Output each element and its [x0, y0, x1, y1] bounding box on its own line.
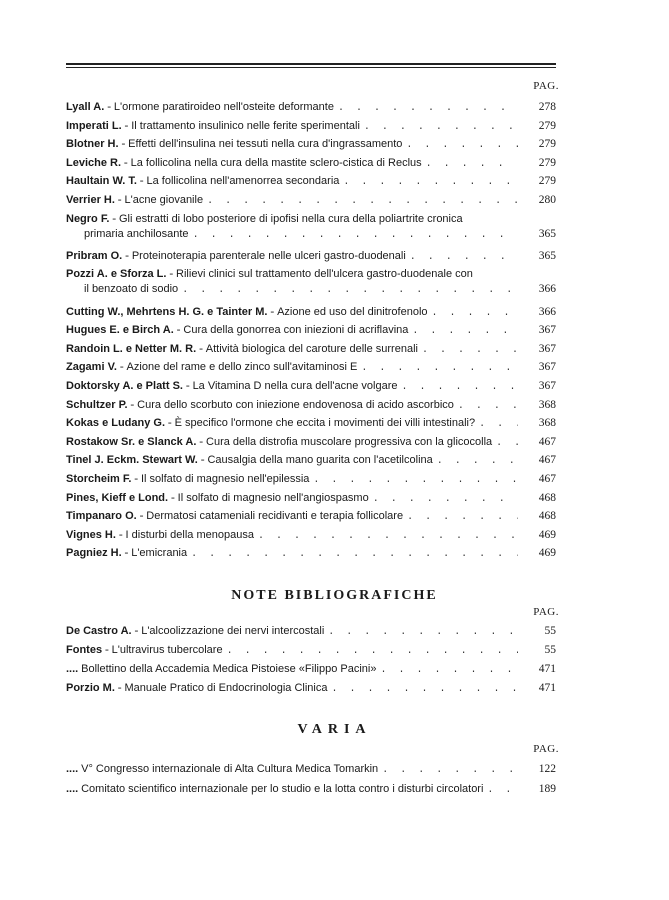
varia-entry — [66, 782, 556, 798]
entry-author: Kokas e Ludany G. — [66, 417, 166, 430]
entry-title: Manuale Pratico di Endocrinologia Clinica — [124, 682, 328, 694]
entry-author: Verrier H. — [66, 194, 115, 206]
entry-row — [66, 546, 556, 562]
leader-dots — [412, 324, 518, 339]
section-title-varia: VARIA — [297, 722, 372, 737]
index-entry — [66, 100, 556, 116]
leader-dots — [382, 763, 518, 778]
entry-row — [66, 662, 556, 678]
leader-dots — [373, 492, 518, 507]
entry-title: Proteinoterapia parenterale nelle ulceri gastro-duodenali — [131, 249, 406, 262]
entry-row — [66, 174, 556, 190]
entry-row — [66, 528, 556, 544]
entry-author: Pagniez H. — [66, 547, 122, 560]
entry-page: 367 — [538, 380, 556, 392]
entry-author: Cutting W., Mehrtens H. G. e Tainter M. — [66, 305, 268, 318]
section-title-note: NOTE BIBLIOGRAFICHE — [231, 588, 438, 603]
entry-row — [66, 472, 556, 488]
leader-dots — [496, 436, 518, 451]
leader-dots — [227, 644, 518, 659]
leader-dots — [364, 120, 518, 135]
entry-title: Rilievi clinici sul trattamento dell'ulcera gastro-duodenale con — [176, 268, 473, 281]
entry-author: Imperati L. — [66, 119, 122, 132]
entry-text: De Castro A. - L'alcoolizzazione dei nervi intercostali — [66, 625, 325, 637]
entry-page: 468 — [538, 510, 556, 523]
leader-dots — [458, 399, 518, 414]
index-entry — [66, 453, 556, 469]
entry-page: 367 — [538, 361, 556, 374]
entry-page: 55 — [544, 625, 556, 637]
index-entry — [66, 416, 556, 432]
leader-dots — [432, 306, 518, 321]
entry-author: Timpanaro O. — [66, 510, 137, 523]
entry-author: Schultzer P. — [66, 398, 128, 411]
entry-page: 467 — [538, 435, 556, 448]
leader-dots — [410, 250, 518, 265]
entry-author: .... — [66, 663, 79, 675]
entry-title: Causalgia della mano guarita con l'acetilcolina — [207, 454, 433, 467]
entry-page: 467 — [538, 454, 556, 467]
entry-author: Randoin L. e Netter M. R. — [66, 342, 197, 355]
entry-page: 468 — [538, 491, 556, 504]
entry-page: 367 — [538, 342, 556, 355]
entry-text: Randoin L. e Netter M. R. - Attività biologica del caroture delle surrenali — [66, 342, 418, 355]
entry-title: L'alcoolizzazione dei nervi intercostali — [141, 625, 325, 637]
entry-text: Imperati L. - Il trattamento insulinico nelle ferite sperimentali — [66, 119, 360, 132]
entry-row — [66, 323, 556, 339]
entry-page: 122 — [538, 763, 556, 775]
entry-row — [66, 762, 556, 778]
entry-title-cont: il benzoato di sodio — [84, 283, 179, 296]
leader-dots — [401, 380, 518, 395]
entry-text: Timpanaro O. - Dermatosi catameniali recidivanti e terapia follicolare — [66, 510, 404, 523]
entry-author: Vignes H. — [66, 528, 116, 541]
entry-title: Il solfato di magnesio nell'epilessia — [141, 473, 310, 485]
index-entry — [66, 323, 556, 339]
entry-author: Lyall A. — [66, 101, 105, 113]
leader-dots — [406, 138, 518, 153]
entry-title: Cura della gonorrea con iniezioni di acriflavina — [183, 324, 409, 337]
entry-page: 471 — [538, 682, 556, 694]
varia-entry — [66, 762, 556, 778]
entry-title: Comitato scientifico internazionale per lo studio e la lotta contro i disturbi circolatori — [81, 783, 484, 795]
top-rule — [66, 63, 556, 68]
index-entry — [66, 435, 556, 451]
entry-title: L'ultravirus tubercolare — [111, 644, 223, 656]
entry-author: Porzio M. — [66, 682, 115, 694]
entry-row — [66, 416, 556, 432]
entry-author: De Castro A. — [66, 625, 132, 637]
leader-dots — [487, 783, 518, 798]
entry-row — [66, 137, 556, 153]
entry-row — [66, 435, 556, 451]
index-entry — [66, 193, 556, 209]
entry-text: Doktorsky A. e Platt S. - La Vitamina D nella cura dell'acne volgare — [66, 380, 398, 392]
entry-author: Blotner H. — [66, 138, 119, 151]
index-entry — [66, 546, 556, 562]
leader-dots — [328, 625, 518, 640]
entry-title: Il trattamento insulinico nelle ferite sperimentali — [131, 119, 360, 132]
entry-page: 469 — [538, 528, 556, 541]
entry-author: Zagami V. — [66, 361, 117, 374]
entry-author: Haultain W. T. — [66, 175, 137, 188]
index-entry — [66, 472, 556, 488]
entry-title: Azione del rame e dello zinco sull'avitaminosi E — [126, 361, 358, 374]
entry-page: 368 — [538, 417, 556, 430]
entry-text: Vignes H. - I disturbi della menopausa — [66, 528, 254, 541]
entry-author: Pribram O. — [66, 249, 123, 262]
entry-text: Storcheim F. - Il solfato di magnesio nell'epilessia — [66, 473, 310, 485]
entry-text: Schultzer P. - Cura dello scorbuto con iniezione endovenosa di acido ascorbico — [66, 398, 454, 411]
entry-title: Dermatosi catameniali recidivanti e terapia follicolare — [146, 510, 404, 523]
entry-author: Hugues E. e Birch A. — [66, 324, 174, 337]
pag-header-varia: PAG. — [533, 743, 559, 755]
entry-page: 366 — [538, 283, 556, 296]
entry-title: La Vitamina D nella cura dell'acne volgare — [192, 380, 398, 392]
leader-dots — [361, 361, 518, 376]
entry-row-cont — [66, 227, 556, 243]
index-entry — [66, 398, 556, 414]
entry-row — [66, 491, 556, 507]
leader-dots — [182, 283, 518, 298]
entry-row — [66, 782, 556, 798]
entry-row — [66, 267, 556, 282]
entry-title: Bollettino della Accademia Medica Pistoiese «Filippo Pacini» — [81, 663, 377, 675]
entry-text: Zagami V. - Azione del rame e dello zinco sull'avitaminosi E — [66, 361, 358, 374]
entry-text: Fontes - L'ultravirus tubercolare — [66, 644, 223, 656]
entry-row — [66, 305, 556, 321]
leader-dots — [380, 663, 518, 678]
index-entry — [66, 528, 556, 544]
index-entry — [66, 342, 556, 358]
entry-author: Pines, Kieff e Lond. — [66, 491, 169, 504]
entry-text: Rostakow Sr. e Slanck A. - Cura della distrofia muscolare progressiva con la glicocolla — [66, 435, 493, 448]
entry-text: Pozzi A. e Sforza L. - Rilievi clinici sul trattamento dell'ulcera gastro-duodenale con — [66, 268, 473, 281]
entry-row — [66, 681, 556, 697]
entry-title: È specifico l'ormone che eccita i movimenti dei villi intestinali? — [174, 417, 476, 430]
entry-page: 365 — [538, 249, 556, 262]
entry-page: 366 — [538, 305, 556, 318]
entry-row-cont — [66, 282, 556, 298]
entry-title: I disturbi della menopausa — [125, 528, 254, 541]
entry-page: 469 — [538, 547, 556, 560]
entry-page: 279 — [538, 175, 556, 188]
entry-title: Effetti dell'insulina nei tessuti nella cura d'ingrassamento — [128, 138, 403, 151]
entry-author: Tinel J. Eckm. Stewart W. — [66, 454, 198, 467]
entry-author: Doktorsky A. e Platt S. — [66, 380, 183, 392]
index-entry — [66, 360, 556, 376]
entry-row — [66, 100, 556, 116]
entry-title: Azione ed uso del dinitrofenolo — [277, 305, 428, 318]
entry-text: Haultain W. T. - La follicolina nell'amenorrea secondaria — [66, 175, 340, 188]
leader-dots — [332, 682, 519, 697]
entry-text: Blotner H. - Effetti dell'insulina nei tessuti nella cura d'ingrassamento — [66, 138, 403, 151]
leader-dots — [479, 417, 518, 432]
entry-page: 55 — [544, 644, 556, 656]
entry-text: Porzio M. - Manuale Pratico di Endocrinologia Clinica — [66, 682, 328, 694]
leader-dots — [191, 547, 518, 562]
leader-dots — [422, 343, 518, 358]
index-entry — [66, 119, 556, 135]
entry-title: Cura della distrofia muscolare progressiva con la glicocolla — [206, 435, 493, 448]
entry-row — [66, 156, 556, 172]
note-entry — [66, 662, 556, 678]
entry-title: L'ormone paratiroideo nell'osteite deformante — [113, 101, 334, 113]
index-entry — [66, 212, 556, 243]
pag-header-notes: PAG. — [533, 606, 559, 618]
index-entry — [66, 509, 556, 525]
index-entry — [66, 137, 556, 153]
entry-title: La follicolina nella cura della mastite sclero-cistica di Reclus — [130, 156, 422, 169]
entry-page: 279 — [538, 156, 556, 169]
entry-row — [66, 193, 556, 209]
entry-title: L'acne giovanile — [124, 194, 204, 206]
note-entry — [66, 643, 556, 659]
entry-author: Pozzi A. e Sforza L. — [66, 268, 167, 281]
entry-text: Verrier H. - L'acne giovanile — [66, 194, 204, 206]
entry-title: La follicolina nell'amenorrea secondaria — [146, 175, 340, 188]
entry-row — [66, 249, 556, 265]
entry-title: Gli estratti di lobo posteriore di ipofisi nella cura della poliartrite cronica — [119, 212, 463, 225]
leader-dots — [207, 194, 518, 209]
entry-page: 189 — [538, 783, 556, 795]
entry-page: 365 — [538, 227, 556, 240]
entry-text: Pines, Kieff e Lond. - Il solfato di magnesio nell'angiospasmo — [66, 491, 369, 504]
entry-title: Cura dello scorbuto con iniezione endovenosa di acido ascorbico — [137, 398, 454, 411]
entry-text: Cutting W., Mehrtens H. G. e Tainter M. - Azione ed uso del dinitrofenolo — [66, 305, 428, 318]
entry-text — [66, 762, 378, 777]
leader-dots — [426, 157, 518, 172]
entry-title: V° Congresso internazionale di Alta Cultura Medica Tomarkin — [81, 763, 379, 775]
leader-dots — [338, 101, 518, 116]
entry-author: Negro F. — [66, 212, 110, 225]
index-entry — [66, 249, 556, 265]
pag-header: PAG. — [533, 80, 559, 92]
entry-title: L'emicrania — [131, 547, 188, 560]
entry-author: Rostakow Sr. e Slanck A. — [66, 435, 197, 448]
entry-page: 467 — [538, 473, 556, 485]
entry-text: Pribram O. - Proteinoterapia parenterale nelle ulceri gastro-duodenali — [66, 249, 406, 262]
entry-page: 279 — [538, 119, 556, 132]
entry-page: 368 — [538, 398, 556, 411]
entry-page: 471 — [538, 663, 556, 675]
entry-row — [66, 643, 556, 659]
index-entry — [66, 267, 556, 298]
entry-text: Leviche R. - La follicolina nella cura della mastite sclero-cistica di Reclus — [66, 156, 422, 169]
entry-row — [66, 360, 556, 376]
entry-title: Il solfato di magnesio nell'angiospasmo — [177, 491, 369, 504]
index-entry — [66, 156, 556, 172]
index-entry — [66, 174, 556, 190]
entry-text: Negro F. - Gli estratti di lobo posteriore di ipofisi nella cura della poliartrite cronica — [66, 212, 463, 225]
entry-page: 278 — [538, 101, 556, 113]
leader-dots — [437, 454, 518, 469]
index-entry — [66, 379, 556, 395]
note-entry — [66, 624, 556, 640]
entry-title: Attività biologica del caroture delle surrenali — [205, 342, 418, 355]
index-entry — [66, 491, 556, 507]
entry-row — [66, 398, 556, 414]
entry-row — [66, 212, 556, 227]
leader-dots — [407, 510, 518, 525]
entry-text: Hugues E. e Birch A. - Cura della gonorrea con iniezioni di acriflavina — [66, 324, 409, 337]
entry-author: .... — [66, 763, 79, 775]
entry-text: Kokas e Ludany G. - È specifico l'ormone che eccita i movimenti dei villi intestinali? — [66, 417, 476, 430]
leader-dots — [193, 228, 518, 243]
entry-page: 367 — [538, 324, 556, 337]
entry-row — [66, 453, 556, 469]
entry-text: Lyall A. - L'ormone paratiroideo nell'osteite deformante — [66, 101, 334, 113]
entry-row — [66, 379, 556, 395]
entry-text: Tinel J. Eckm. Stewart W. - Causalgia della mano guarita con l'acetilcolina — [66, 454, 433, 467]
entry-author: .... — [66, 783, 79, 795]
leader-dots — [313, 473, 518, 488]
entry-author: Storcheim F. — [66, 473, 132, 485]
entry-row — [66, 624, 556, 640]
entry-page: 279 — [538, 138, 556, 151]
entry-text — [66, 662, 376, 677]
entry-row — [66, 342, 556, 358]
entry-title-cont: primaria anchilosante — [84, 227, 189, 240]
entry-page: 280 — [538, 194, 556, 206]
entry-row — [66, 119, 556, 135]
entry-text: Pagniez H. - L'emicrania — [66, 547, 188, 560]
leader-dots — [258, 529, 518, 544]
entry-author: Fontes — [66, 644, 103, 656]
entry-row — [66, 509, 556, 525]
leader-dots — [343, 175, 518, 190]
entry-author: Leviche R. — [66, 156, 122, 169]
entry-text — [66, 782, 483, 797]
note-entry — [66, 681, 556, 697]
index-entry — [66, 305, 556, 321]
